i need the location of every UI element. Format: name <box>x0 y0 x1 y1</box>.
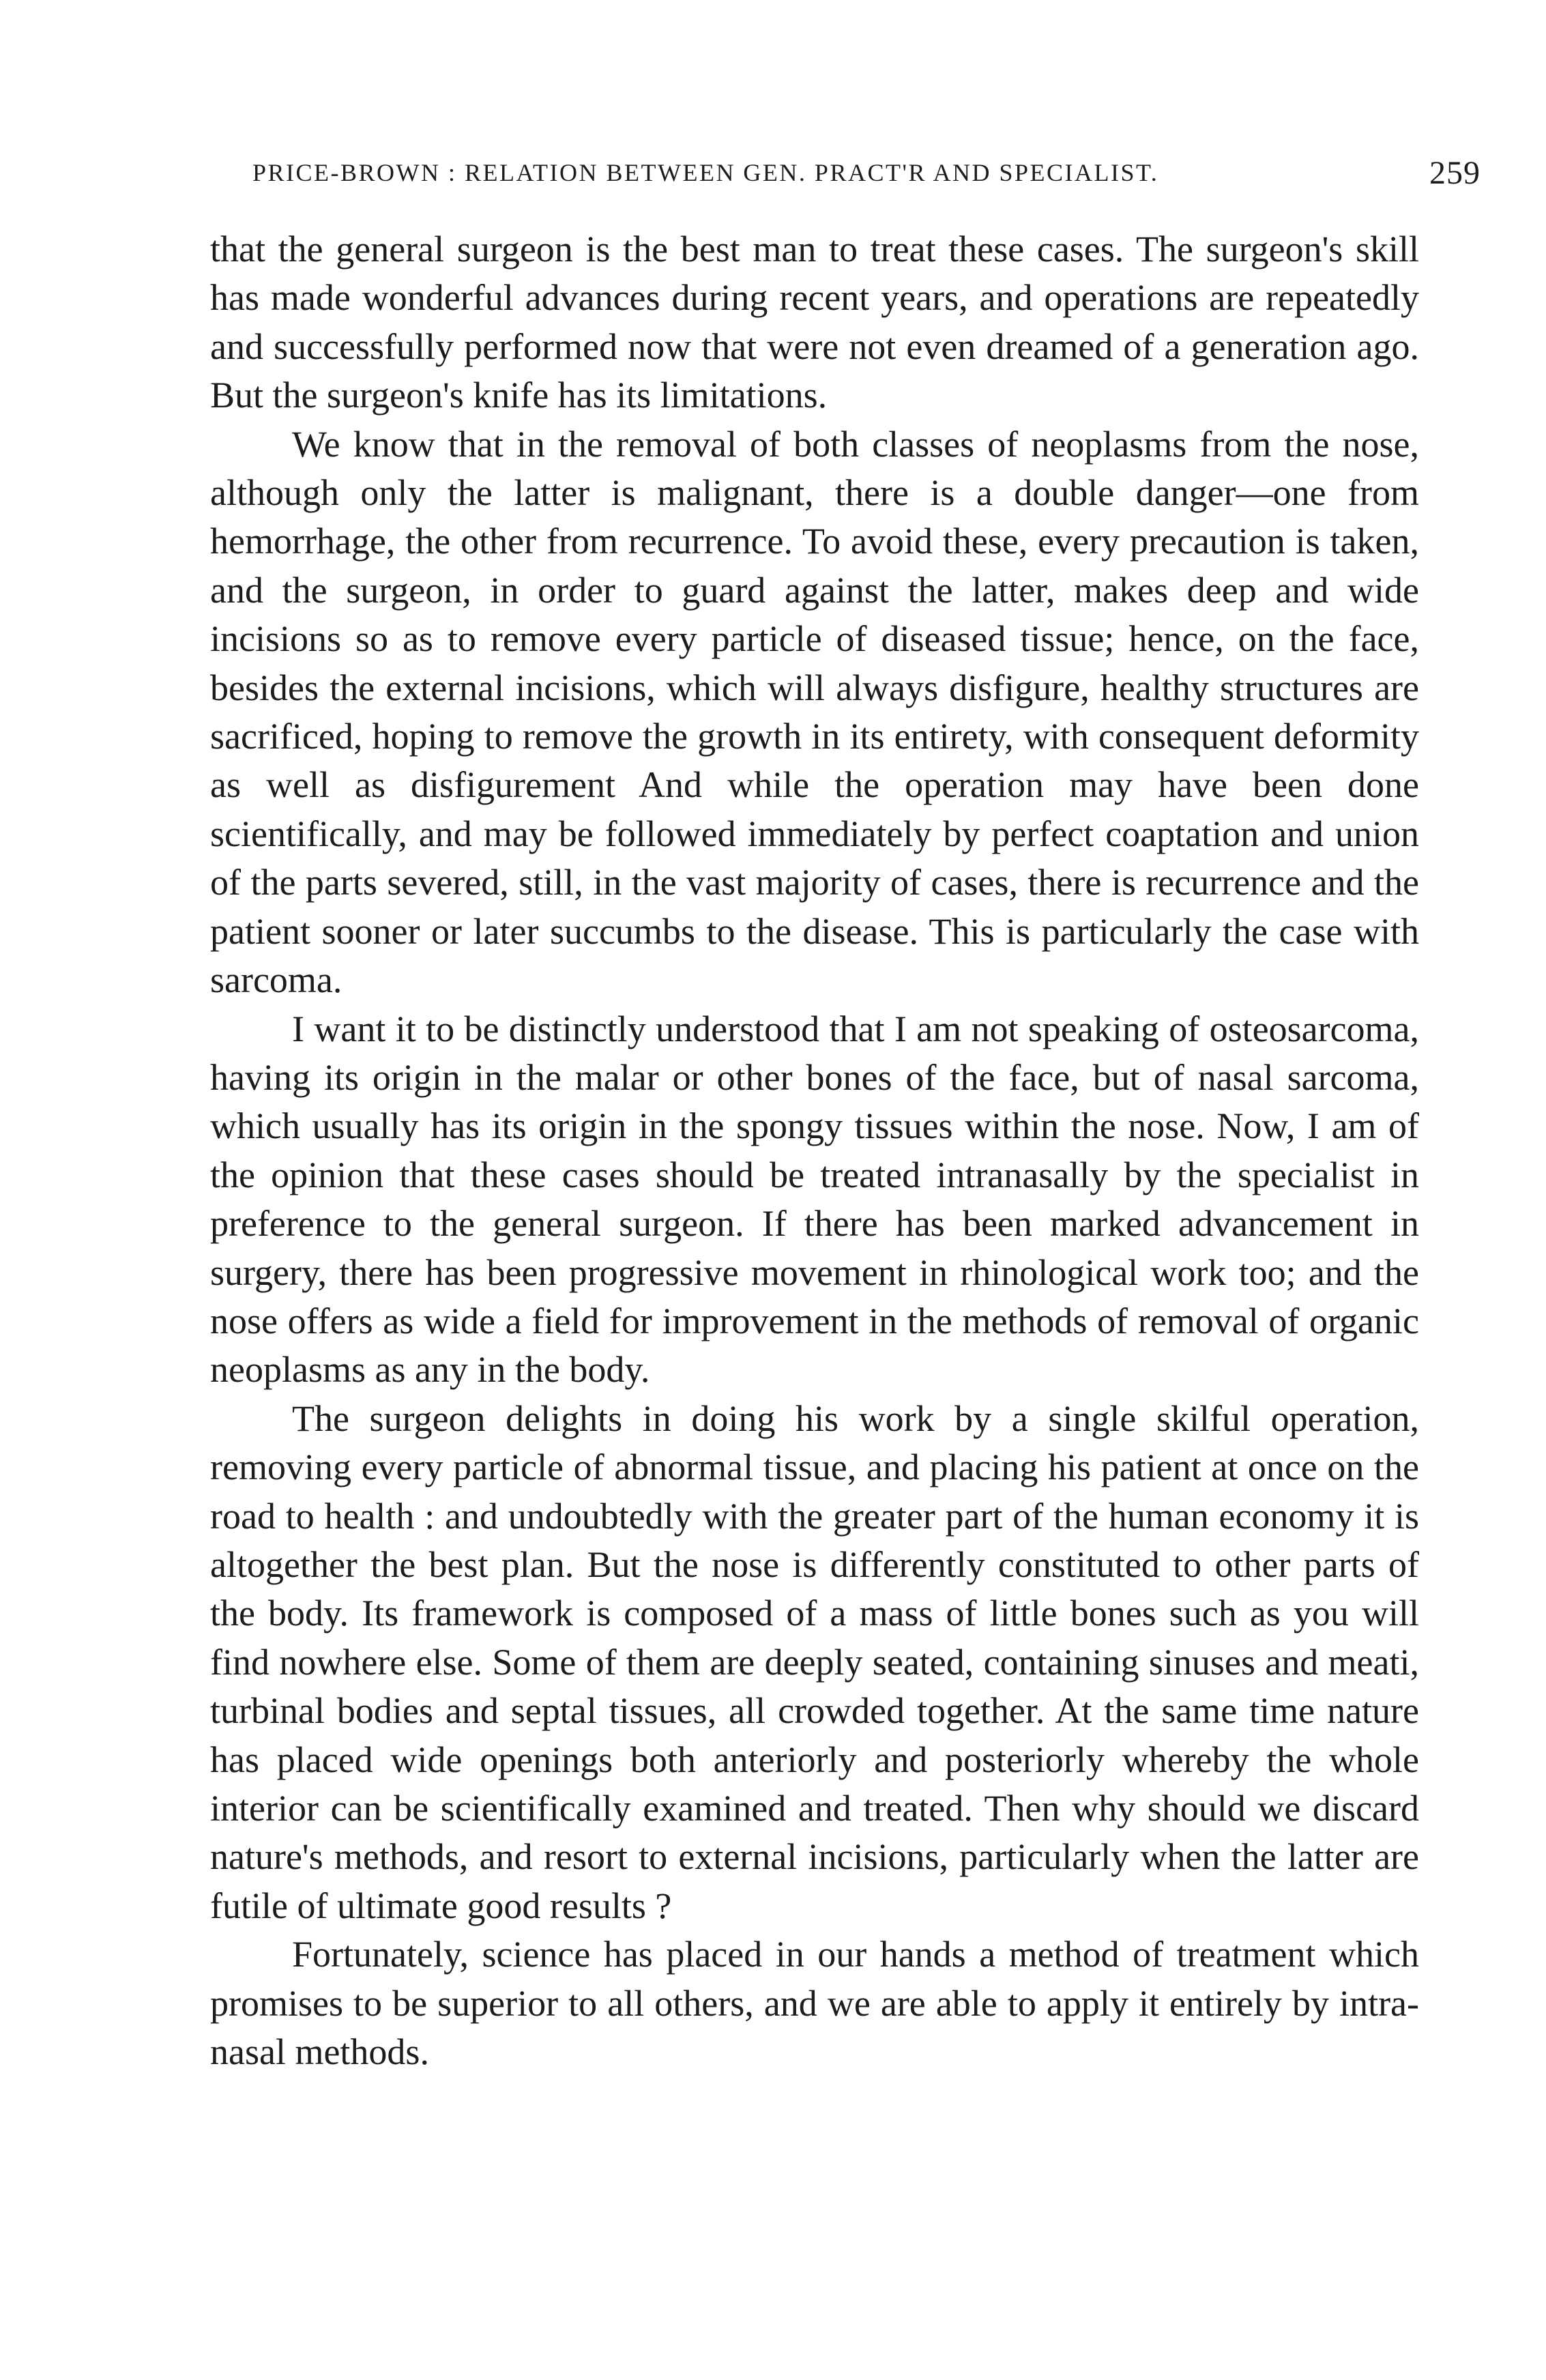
running-header <box>252 155 1481 199</box>
paragraph: Fortunately, science has placed in our hands a method of treatment which promises to be superior to all others, and we are able to apply it entirely by intra-nasal methods. <box>210 1934 1419 2073</box>
running-title: PRICE-BROWN : RELATION BETWEEN GEN. PRACT'R AND SPECIALIST. <box>252 159 1159 186</box>
page-number: 259 <box>1429 155 1481 191</box>
article-body <box>210 225 1419 2076</box>
paragraph: I want it to be distinctly understood that I am not speaking of osteosarcoma, having its origin in the malar or other bones of the face, but of nasal sarcoma, which usually has its origin in the spongy tissues within the nose. Now, I am of the opinion that these cases should be treated intranasally by the specialist in preference to the general surgeon. If there has been marked advancement in surgery, there has been progressive movement in rhinological work too; and the nose offers as wide a field for improvement in the methods of removal of organic neoplasms as any in the body. <box>210 1008 1419 1391</box>
paragraph: The surgeon delights in doing his work by a single skilful operation, removing every particle of abnormal tissue, and placing his patient at once on the road to health : and undoubtedly with the greater part of the human economy it is altogether the best plan. But the nose is differently constituted to other parts of the body. Its framework is composed of a mass of little bones such as you will find nowhere else. Some of them are deeply seated, containing sinuses and meati, turbinal bodies and septal tissues, all crowded together. At the same time nature has placed wide openings both anteriorly and posteriorly whereby the whole interior can be scientifically examined and treated. Then why should we discard nature's methods, and resort to external incisions, particularly when the latter are futile of ultimate good results ? <box>210 1397 1419 1926</box>
paragraph: We know that in the removal of both classes of neoplasms from the nose, although only the latter is malignant, there is a double danger—one from hemorrhage, the other from recurrence. To avoid these, every precaution is taken, and the surgeon, in order to guard against the latter, makes deep and wide incisions so as to remove every particle of diseased tissue; hence, on the face, besides the external incisions, which will always disfigure, healthy structures are sacrificed, hoping to remove the growth in its entirety, with consequent deformity as well as disfigurement And while the operation may have been done scientifically, and may be followed immediately by perfect coaptation and union of the parts severed, still, in the vast majority of cases, there is recurrence and the patient sooner or later succumbs to the disease. This is particularly the case with sarcoma. <box>210 423 1419 1001</box>
paragraph-continued: that the general surgeon is the best man to treat these cases. The surgeon's skill has made wonderful advances during recent years, and operations are repeatedly and successfully performed now that were not even dreamed of a generation ago. But the surgeon's knife has its limitations. <box>210 229 1419 416</box>
